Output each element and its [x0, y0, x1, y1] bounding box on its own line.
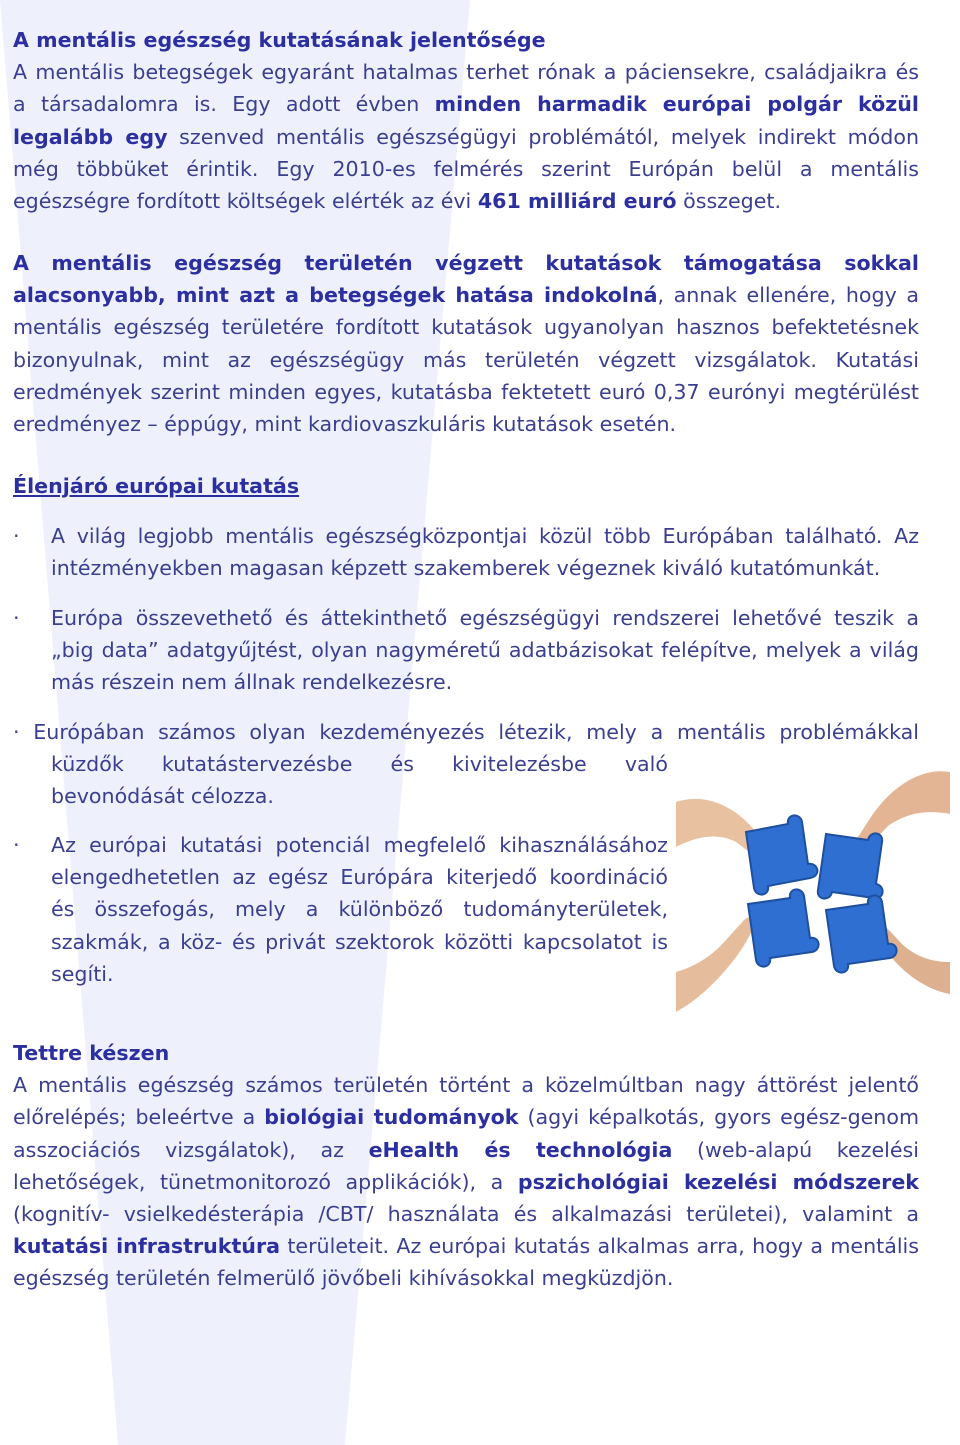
section-jelentoseg	[13, 24, 919, 217]
list-item-text: küzdők kutatástervezésbe és kivitelezésbe való	[51, 752, 668, 777]
paragraph-tettre-keszen	[13, 1069, 919, 1294]
text-run: A mentális egészség számos területén történt a közelmúltban nagy áttörést jelentő előrelépés; beleértve a	[13, 1073, 919, 1130]
text-run: szenved mentális egészségügyi problémától, melyek indirekt módon még többüket érintik. Egy 2010-es felmérés szerint Európán belül a mentális egészségre fordított költségek elérték az évi	[13, 124, 920, 214]
bullet-marker: ·	[13, 833, 20, 857]
list-item-text: A világ legjobb mentális egészségközpontjai közül több Európában található. Az intézményekben magasan képzett szakemberek végeznek kiváló kutatómunkát.	[51, 524, 919, 581]
section-tamogatas	[13, 247, 919, 440]
bold-run: A mentális egészség területén végzett kutatások támogatása sokkal alacsonyabb, mint azt a betegségek hatása indokolná	[13, 251, 919, 308]
text-run: (agyi képalkotás, gyors egész-genom asszociációs vizsgálatok), az	[13, 1105, 920, 1162]
bold-run: minden harmadik európai polgár közül legalább egy	[13, 92, 919, 149]
text-run: (web-alapú kezelési lehetőségek, tünetmonitorozó applikációk), a	[13, 1137, 919, 1194]
bold-run: kutatási infrastruktúra	[13, 1234, 281, 1259]
paragraph-jelentoseg	[13, 56, 919, 217]
list-item-text: Az európai kutatási potenciál megfelelő kihasználásához elengedhetetlen az egész Európára kiterjedő koordináció és összefogás, mely a különböző tudományterületek, szakmák, a köz- és privát szektorok közötti kapcsolatot is segíti.	[51, 833, 668, 986]
bullet-marker: ·	[13, 524, 20, 548]
list-item	[13, 829, 668, 990]
puzzle-piece	[748, 889, 819, 966]
section-tettre-keszen	[13, 1037, 919, 1295]
list-item-text: Európa összevethető és áttekinthető egészségügyi rendszerei lehetővé teszik a „big data” adatgyűjtést, olyan nagyméretű adatbázisokat felépítve, melyek a világ más részein nem állnak rendelkezésre.	[51, 606, 919, 695]
section-elenjaro	[13, 470, 919, 502]
text-run: , annak ellenére, hogy a mentális egészség területére fordított kutatások ugyanolyan hasznos befektetésnek bizonyulnak, mint az egészségügy más területén végzett vizsgálatok. Kutatási eredmények szerint minden egyes, kutatásba fektetett euró 0,37 eurónyi megtérülést eredményez – éppúgy, mint kardiovaszkuláris kutatások esetén.	[13, 283, 919, 437]
section-heading-elenjaro: Élenjáró európai kutatás	[13, 474, 300, 498]
section-heading-jelentoseg: A mentális egészség kutatásának jelentősége	[13, 28, 546, 52]
list-item-line	[13, 716, 919, 748]
bold-run: 461 milliárd euró	[477, 189, 677, 214]
text-run: összeget.	[676, 189, 782, 214]
section-heading-tettre-keszen: Tettre készen	[13, 1041, 170, 1065]
paragraph-tamogatas	[13, 247, 919, 440]
list-item-line	[13, 748, 668, 780]
bold-run: pszichológiai kezelési módszerek	[517, 1169, 919, 1194]
puzzle-piece	[746, 815, 817, 894]
list-item-line	[13, 780, 668, 812]
puzzle-piece	[826, 895, 897, 972]
bullet-marker: ·	[13, 720, 20, 744]
text-run: (kognitív- vsielkedésterápia /CBT/ használata és alkalmazási területei), valamint a	[13, 1202, 919, 1227]
text-run: területeit. Az európai kutatás alkalmas arra, hogy a mentális egészség területén felmerülő jövőbeli kihívásokkal megküzdjön.	[13, 1234, 919, 1291]
text-run: A mentális betegségek egyaránt hatalmas terhet rónak a páciensekre, családjaikra és a társadalomra is. Egy adott évben	[13, 60, 919, 117]
bold-run: biológiai tudományok	[264, 1105, 519, 1130]
list-item	[13, 520, 919, 584]
puzzle-piece	[818, 833, 883, 898]
list-item-text: Európában számos olyan kezdeményezés létezik, mely a mentális problémákkal	[33, 720, 920, 744]
bold-run: eHealth és technológia	[368, 1137, 673, 1162]
bullet-marker: ·	[13, 606, 20, 630]
hand-bottom-left	[676, 917, 755, 1012]
list-item	[13, 602, 919, 699]
list-item-text: bevonódását célozza.	[51, 784, 274, 809]
puzzle-hands-image	[676, 762, 950, 1020]
